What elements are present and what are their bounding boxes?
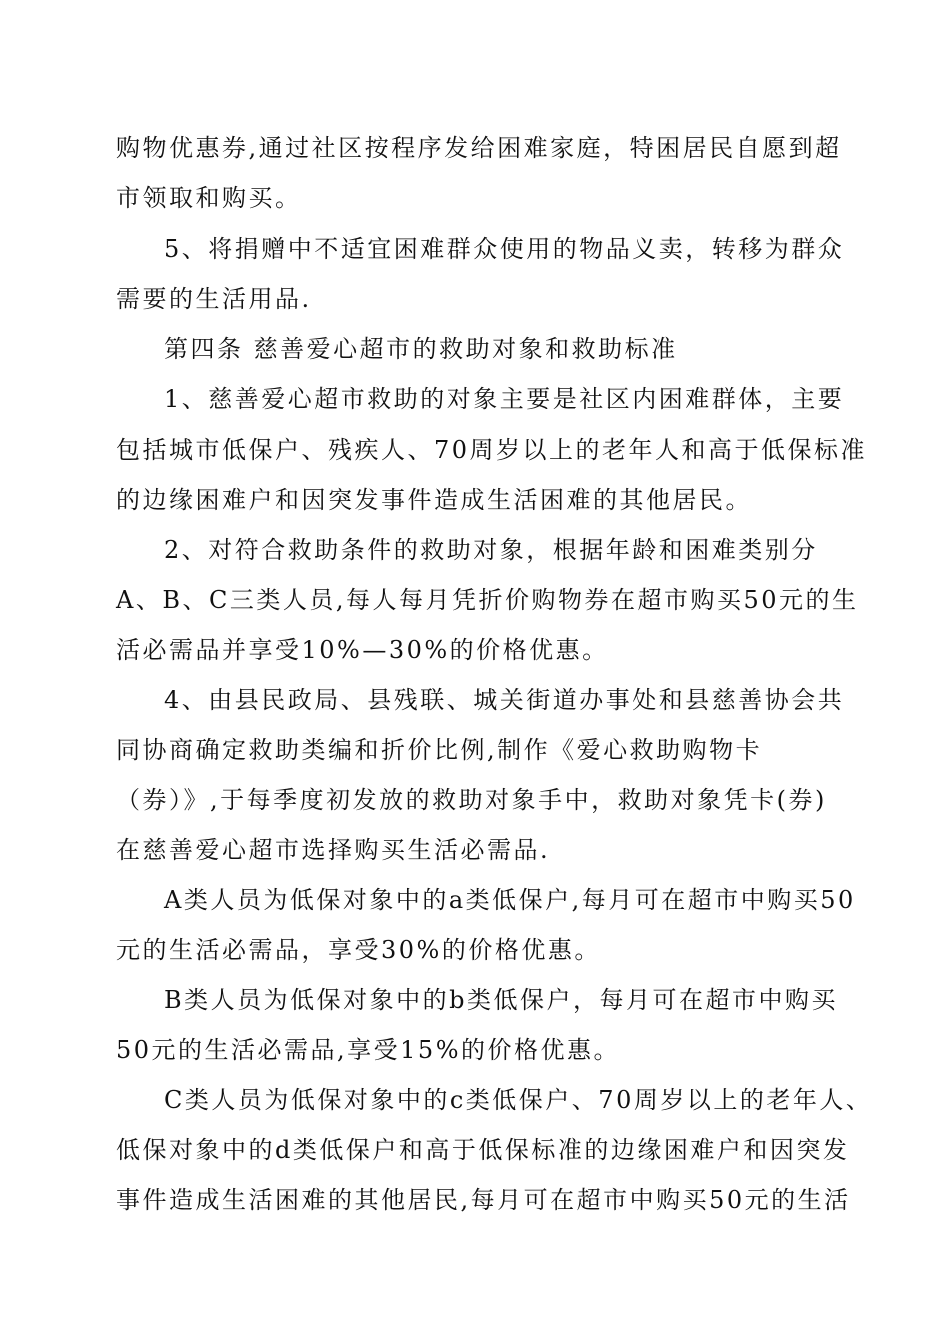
text-line: 5、将捐赠中不适宜困难群众使用的物品义卖，转移为群众 (164, 235, 845, 263)
section-heading: 第四条 慈善爱心超市的救助对象和救助标准 (164, 335, 678, 363)
text-line: A类人员为低保对象中的a类低保户,每月可在超市中购买50 (164, 886, 856, 914)
text-line: 的边缘困难户和因突发事件造成生活困难的其他居民。 (116, 486, 752, 514)
text-line: C类人员为低保对象中的c类低保户、70周岁以上的老年人、 (164, 1086, 873, 1114)
text-line: 同协商确定救助类编和折价比例,制作《爱心救助购物卡 (116, 736, 763, 764)
text-line: 2、对符合救助条件的救助对象，根据年龄和困难类别分 (164, 536, 818, 564)
text-line: 需要的生活用品. (116, 285, 312, 313)
text-line: 50元的生活必需品,享受15%的价格优惠。 (116, 1036, 621, 1064)
text-line: B类人员为低保对象中的b类低保户，每月可在超市中购买 (164, 986, 838, 1014)
text-line: 在慈善爱心超市选择购买生活必需品. (116, 836, 551, 864)
text-line: 市领取和购买。 (116, 184, 302, 212)
text-line: A、B、C三类人员,每人每月凭折价购物券在超市购买50元的生 (116, 586, 859, 614)
text-line: （券）》,于每季度初发放的救助对象手中，救助对象凭卡(券) (116, 786, 827, 814)
text-line: 事件造成生活困难的其他居民,每月可在超市中购买50元的生活 (116, 1186, 851, 1214)
text-line: 4、由县民政局、县残联、城关街道办事处和县慈善协会共 (164, 686, 845, 714)
text-line: 1、慈善爱心超市救助的对象主要是社区内困难群体，主要 (164, 385, 845, 413)
text-line: 低保对象中的d类低保户和高于低保标准的边缘困难户和因突发 (116, 1136, 850, 1164)
text-line: 元的生活必需品，享受30%的价格优惠。 (116, 936, 601, 964)
text-line: 购物优惠券,通过社区按程序发给困难家庭，特困居民自愿到超 (116, 134, 842, 162)
text-line: 活必需品并享受10%—30%的价格优惠。 (116, 636, 609, 664)
text-line: 包括城市低保户、残疾人、70周岁以上的老年人和高于低保标准 (116, 436, 868, 464)
